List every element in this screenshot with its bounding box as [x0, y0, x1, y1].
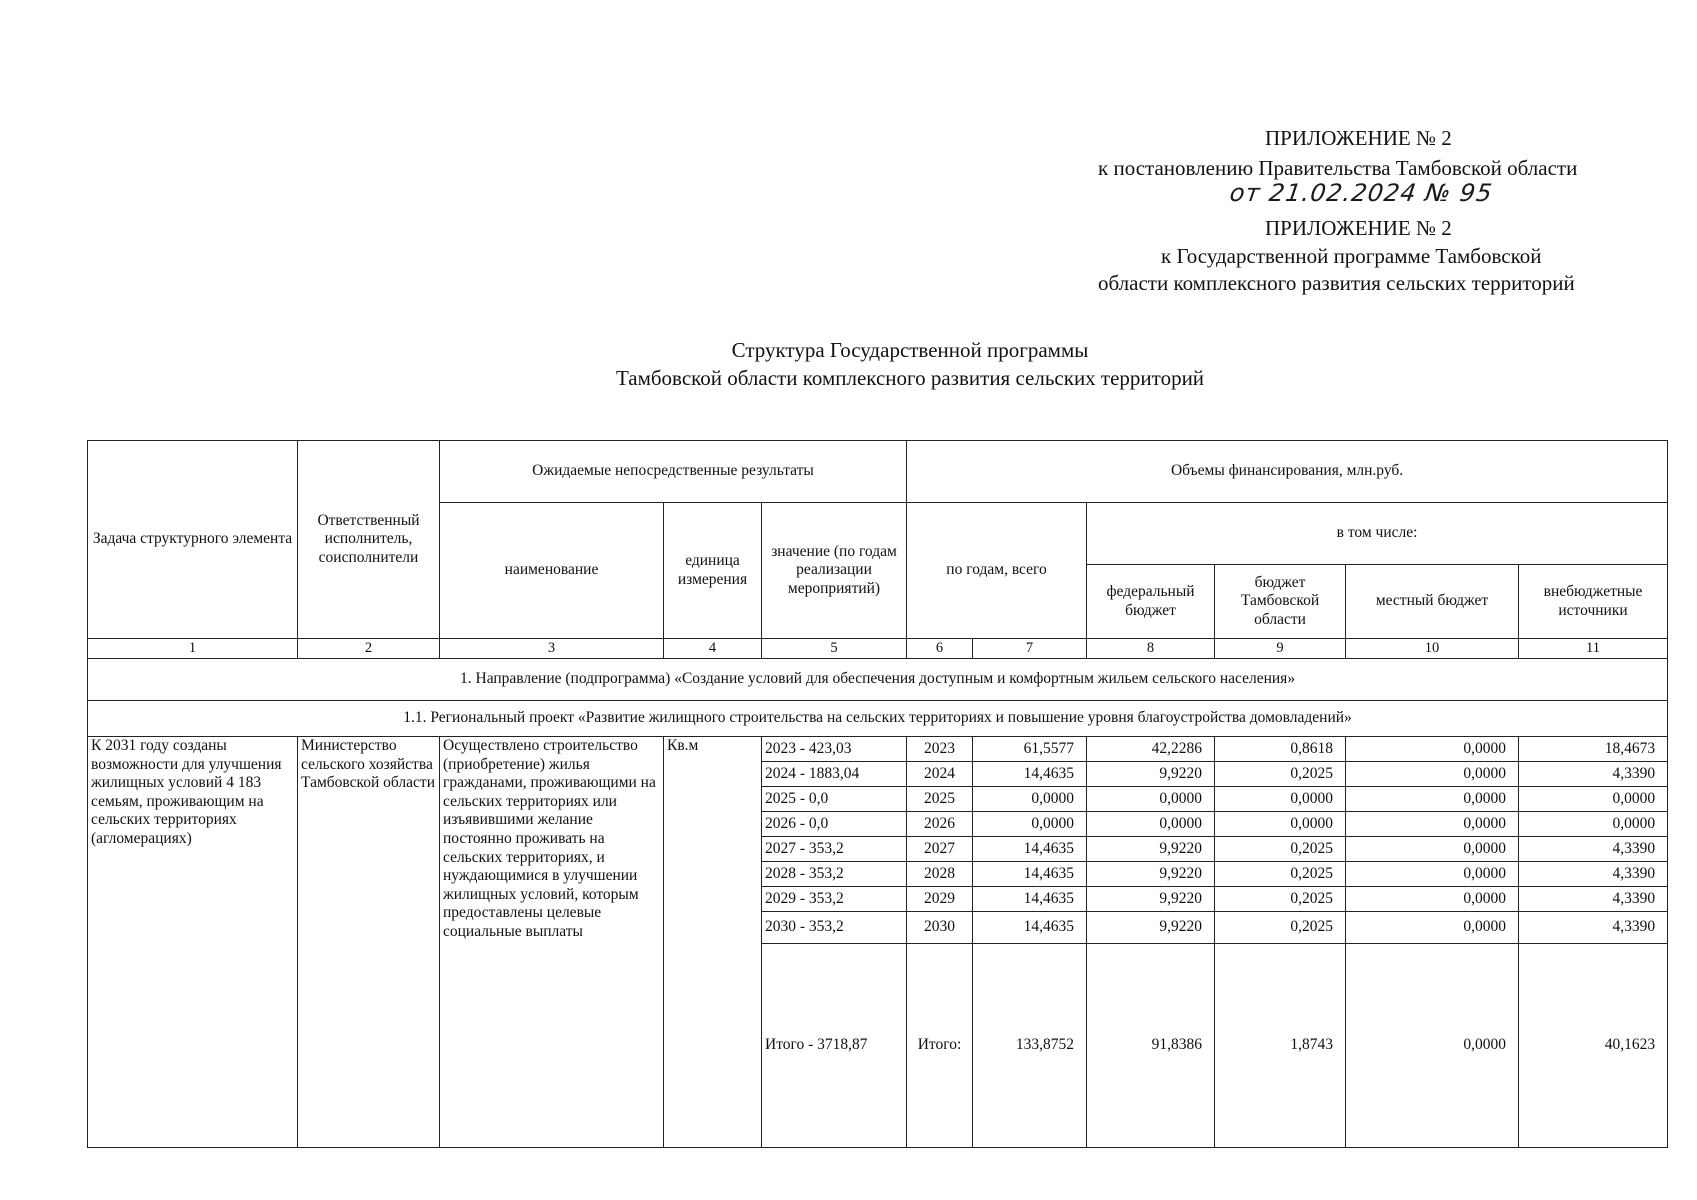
offbudget-cell: 0,0000 — [1519, 812, 1668, 837]
total-regional-cell: 1,8743 — [1215, 944, 1346, 1148]
header-unit: единица измерения — [664, 503, 762, 639]
column-number: 6 — [907, 639, 973, 659]
column-number: 8 — [1087, 639, 1215, 659]
federal-cell: 0,0000 — [1087, 812, 1215, 837]
column-number: 2 — [298, 639, 440, 659]
column-number: 10 — [1346, 639, 1519, 659]
section-1-1-heading: 1.1. Региональный проект «Развитие жилищного строительства на сельских территориях и повышение уровня благоустройства домовладений» — [88, 701, 1668, 737]
offbudget-cell: 4,3390 — [1519, 912, 1668, 944]
regional-cell: 0,2025 — [1215, 762, 1346, 787]
federal-cell: 9,9220 — [1087, 762, 1215, 787]
document-title — [480, 336, 1340, 392]
header-result-name: наименование — [440, 503, 664, 639]
offbudget-cell: 4,3390 — [1519, 837, 1668, 862]
regional-cell: 0,2025 — [1215, 887, 1346, 912]
offbudget-cell: 0,0000 — [1519, 787, 1668, 812]
value-cell: 2025 - 0,0 — [762, 787, 907, 812]
local-cell: 0,0000 — [1346, 787, 1519, 812]
year-cell: 2024 — [907, 762, 973, 787]
result-name-cell: Осуществлено строительство (приобретение) жилья гражданами, проживающими на сельских территориях или изъявившими желание постоянно проживать на сельских территориях, и нуждающимися в улучшении жилищных условий, которым предоставлены целевые социальные выплаты — [440, 737, 664, 1148]
total-cell: 0,0000 — [973, 812, 1087, 837]
header-regional: бюджет Тамбовской области — [1215, 565, 1346, 639]
column-number: 3 — [440, 639, 664, 659]
appendix-label: ПРИЛОЖЕНИЕ № 2 — [1265, 126, 1452, 150]
regional-cell: 0,0000 — [1215, 812, 1346, 837]
regional-cell: 0,2025 — [1215, 912, 1346, 944]
year-cell: 2023 — [907, 737, 973, 762]
column-numbers-row — [88, 639, 1668, 659]
column-number: 4 — [664, 639, 762, 659]
offbudget-cell: 4,3390 — [1519, 887, 1668, 912]
year-cell: 2028 — [907, 862, 973, 887]
header-task: Задача структурного элемента — [88, 441, 298, 639]
year-cell: 2025 — [907, 787, 973, 812]
regional-cell: 0,2025 — [1215, 862, 1346, 887]
header-funding: Объемы финансирования, млн.руб. — [907, 441, 1668, 503]
column-number: 1 — [88, 639, 298, 659]
federal-cell: 42,2286 — [1087, 737, 1215, 762]
total-local-cell: 0,0000 — [1346, 944, 1519, 1148]
total-cell: 61,5577 — [973, 737, 1087, 762]
federal-cell: 9,9220 — [1087, 912, 1215, 944]
total-year-cell: Итого: — [907, 944, 973, 1148]
local-cell: 0,0000 — [1346, 862, 1519, 887]
federal-cell: 9,9220 — [1087, 887, 1215, 912]
total-cell: 14,4635 — [973, 862, 1087, 887]
local-cell: 0,0000 — [1346, 762, 1519, 787]
regional-cell: 0,2025 — [1215, 837, 1346, 862]
regional-cell: 0,8618 — [1215, 737, 1346, 762]
total-offbudget-cell: 40,1623 — [1519, 944, 1668, 1148]
value-cell: 2030 - 353,2 — [762, 912, 907, 944]
header-federal: федеральный бюджет — [1087, 565, 1215, 639]
year-cell: 2029 — [907, 887, 973, 912]
total-federal-cell: 91,8386 — [1087, 944, 1215, 1148]
title-line-1: Структура Государственной программы — [731, 338, 1089, 362]
responsible-cell: Министерство сельского хозяйства Тамбовской области — [298, 737, 440, 1148]
local-cell: 0,0000 — [1346, 837, 1519, 862]
total-cell: 0,0000 — [973, 787, 1087, 812]
total-value-cell: Итого - 3718,87 — [762, 944, 907, 1148]
header-offbudget: внебюджетные источники — [1519, 565, 1668, 639]
federal-cell: 9,9220 — [1087, 862, 1215, 887]
offbudget-cell: 4,3390 — [1519, 762, 1668, 787]
task-cell: К 2031 году созданы возможности для улучшения жилищных условий 4 183 семьям, проживающим на сельских территориях (агломерациях) — [88, 737, 298, 1148]
value-cell: 2026 - 0,0 — [762, 812, 907, 837]
total-cell: 14,4635 — [973, 837, 1087, 862]
column-number: 9 — [1215, 639, 1346, 659]
value-cell: 2023 - 423,03 — [762, 737, 907, 762]
total-sum-cell: 133,8752 — [973, 944, 1087, 1148]
header-by-years: по годам, всего — [907, 503, 1087, 639]
local-cell: 0,0000 — [1346, 912, 1519, 944]
header-local: местный бюджет — [1346, 565, 1519, 639]
header-expected-results: Ожидаемые непосредственные результаты — [440, 441, 907, 503]
value-cell: 2024 - 1883,04 — [762, 762, 907, 787]
header-responsible: Ответственный исполнитель, соисполнители — [298, 441, 440, 639]
appendix-program-ref-2: области комплексного развития сельских территорий — [1098, 271, 1575, 295]
federal-cell: 9,9220 — [1087, 837, 1215, 862]
local-cell: 0,0000 — [1346, 887, 1519, 912]
total-cell: 14,4635 — [973, 762, 1087, 787]
header-value: значение (по годам реализации мероприятий) — [762, 503, 907, 639]
regional-cell: 0,0000 — [1215, 787, 1346, 812]
total-cell: 14,4635 — [973, 912, 1087, 944]
appendix-resolution-ref: к постановлению Правительства Тамбовской области — [1098, 156, 1578, 180]
year-cell: 2026 — [907, 812, 973, 837]
column-number: 11 — [1519, 639, 1668, 659]
unit-cell: Кв.м — [664, 737, 762, 1148]
year-cell: 2027 — [907, 837, 973, 862]
value-cell: 2028 - 353,2 — [762, 862, 907, 887]
offbudget-cell: 18,4673 — [1519, 737, 1668, 762]
year-cell: 2030 — [907, 912, 973, 944]
federal-cell: 0,0000 — [1087, 787, 1215, 812]
table-row — [88, 737, 1668, 762]
total-cell: 14,4635 — [973, 887, 1087, 912]
title-line-2: Тамбовской области комплексного развития сельских территорий — [615, 366, 1205, 390]
section-1-heading: 1. Направление (подпрограмма) «Создание условий для обеспечения доступным и комфортным жильем сельского населения» — [88, 659, 1668, 701]
value-cell: 2029 - 353,2 — [762, 887, 907, 912]
column-number: 7 — [973, 639, 1087, 659]
header-including: в том числе: — [1087, 503, 1668, 565]
value-cell: 2027 - 353,2 — [762, 837, 907, 862]
offbudget-cell: 4,3390 — [1519, 862, 1668, 887]
column-number: 5 — [762, 639, 907, 659]
local-cell: 0,0000 — [1346, 812, 1519, 837]
program-structure-table — [87, 440, 1668, 1148]
appendix-label-2: ПРИЛОЖЕНИЕ № 2 — [1265, 216, 1452, 240]
appendix-program-ref-1: к Государственной программе Тамбовской — [1161, 244, 1542, 268]
handwritten-date-number: от 21.02.2024 № 95 — [1228, 179, 1495, 207]
local-cell: 0,0000 — [1346, 737, 1519, 762]
